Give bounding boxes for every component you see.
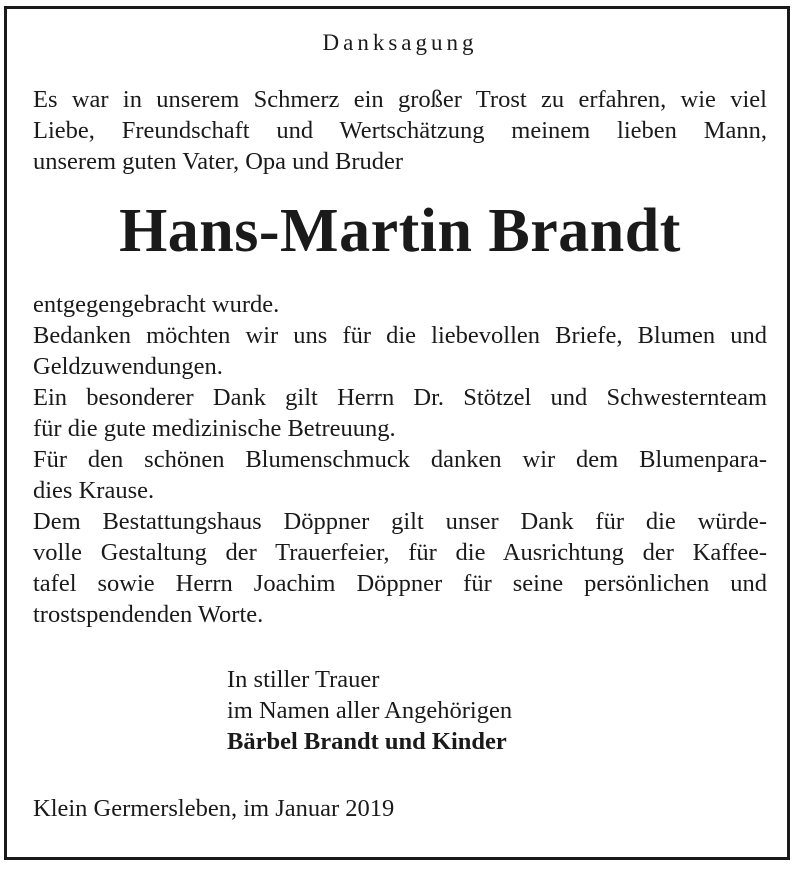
body-line: tafel sowie Herrn Joachim Döppner für seine persönlichen und: [33, 570, 767, 597]
intro-line: Es war in unserem Schmerz ein großer Trost zu erfahren, wie viel: [33, 86, 767, 113]
body-line: Bedanken möchten wir uns für die liebevollen Briefe, Blumen und: [33, 322, 767, 349]
intro-line: unserem guten Vater, Opa und Bruder: [33, 148, 404, 175]
signature-block: [227, 664, 767, 757]
signature-family: Bärbel Brandt und Kinder: [227, 728, 507, 755]
signature-line: In stiller Trauer: [227, 666, 380, 693]
body-line: trostspendenden Worte.: [33, 601, 264, 628]
body-line: Dem Bestattungshaus Döppner gilt unser Dank für die würde-: [33, 508, 767, 535]
body-line: dies Krause.: [33, 477, 155, 504]
notice-heading: Danksagung: [322, 30, 478, 55]
deceased-name: Hans-Martin Brandt: [119, 197, 681, 265]
notice-content: [33, 28, 767, 824]
body-line: Ein besonderer Dank gilt Herrn Dr. Stötzel und Schwesternteam: [33, 384, 767, 411]
body-line: entgegengebracht wurde.: [33, 291, 280, 318]
body-line: volle Gestaltung der Trauerfeier, für die Ausrichtung der Kaffee-: [33, 539, 767, 566]
body-line: Geldzuwendungen.: [33, 353, 223, 380]
intro-line: Liebe, Freundschaft und Wertschätzung meinem lieben Mann,: [33, 117, 767, 144]
intro-paragraph: [33, 84, 767, 177]
signature-line: im Namen aller Angehörigen: [227, 697, 513, 724]
body-line: Für den schönen Blumenschmuck danken wir dem Blumenpara-: [33, 446, 767, 473]
body-line: für die gute medizinische Betreuung.: [33, 415, 396, 442]
body-paragraph: [33, 289, 767, 630]
place-date: Klein Germersleben, im Januar 2019: [33, 795, 395, 822]
